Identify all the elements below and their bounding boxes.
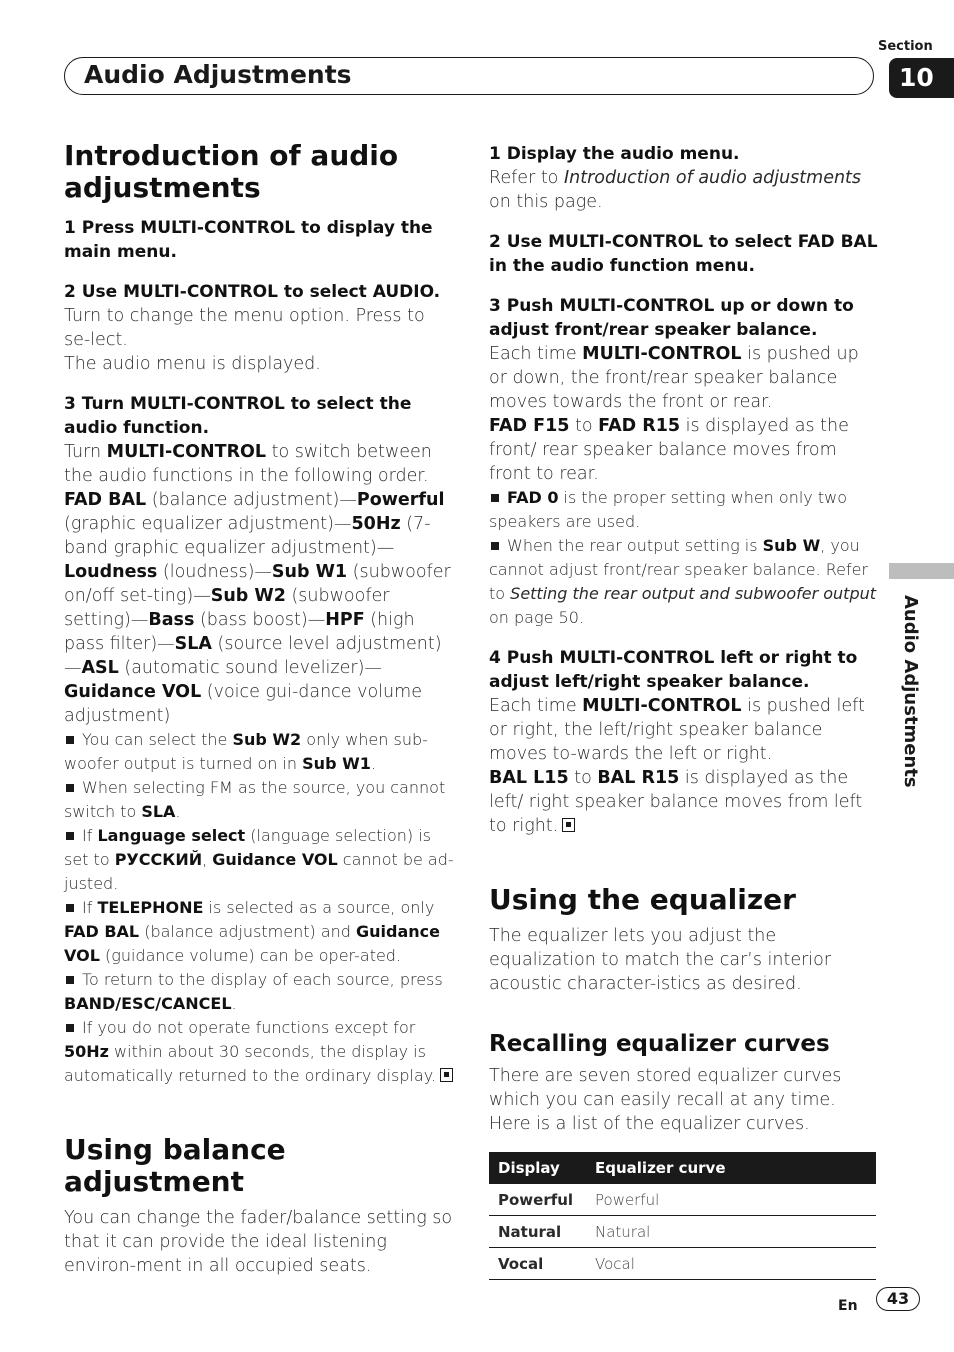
bullet-icon xyxy=(491,542,499,550)
balance-step-4-range: BAL L15 to BAL R15 is displayed as the left/ right speaker balance moves from left to right. xyxy=(489,768,863,836)
table-header-row xyxy=(489,1152,876,1184)
balance-step-3: 3 Push MULTI-CONTROL up or down to adjust front/rear speaker balance. xyxy=(489,296,854,340)
end-mark-icon xyxy=(440,1068,453,1082)
balance-step-4-text: Each time MULTI-CONTROL is pushed left or right, the left/right speaker balance moves to-wards the left or right. xyxy=(489,696,865,764)
balance-step-4: 4 Push MULTI-CONTROL left or right to adjust left/right speaker balance. xyxy=(489,648,858,692)
page-number: 43 xyxy=(876,1287,920,1311)
column-header-display: Display xyxy=(489,1152,586,1184)
table-row xyxy=(489,1184,876,1216)
intro-heading: Introduction of audio adjustments xyxy=(64,139,399,204)
balance-step-2: 2 Use MULTI-CONTROL to select FAD BAL in the audio function menu. xyxy=(489,232,878,276)
table-row xyxy=(489,1248,876,1280)
note-telephone: If TELEPHONE is selected as a source, only FAD BAL (balance adjustment) and Guidance VOL (guidance volume) can be oper-ated. xyxy=(64,898,441,965)
balance-step-1: 1 Display the audio menu. xyxy=(489,144,740,164)
table-row xyxy=(489,1216,876,1248)
display-cell: Vocal xyxy=(489,1248,586,1280)
column-header-curve: Equalizer curve xyxy=(586,1152,876,1184)
section-label: Section xyxy=(878,39,933,54)
equalizer-curve-table xyxy=(489,1152,876,1280)
recall-text: There are seven stored equalizer curves which you can easily recall at any time. Here is a list of the equalizer curves. xyxy=(489,1066,842,1134)
section-number: 10 xyxy=(889,58,954,98)
note-fm-sla: When selecting FM as the source, you cannot switch to SLA. xyxy=(64,778,446,821)
language-label: En xyxy=(838,1298,858,1314)
right-column xyxy=(489,140,879,1280)
side-tab-marker xyxy=(889,563,954,579)
equalizer-heading: Using the equalizer xyxy=(489,883,796,916)
note-language: If Language select (language selection) is set to РУССКИЙ, Guidance VOL cannot be ad-justed. xyxy=(64,826,454,893)
note-rear-output: When the rear output setting is Sub W, you cannot adjust front/rear speaker balance. Refer to Setting the rear output and subwoofer output on page 50. xyxy=(489,536,877,627)
audio-function-order: FAD BAL (balance adjustment)—Powerful (graphic equalizer adjustment)—50Hz (7-band graphic equalizer adjustment)—Loudness (loudness)—Sub W1 (subwoofer on/off set-ting)—Sub W2 (subwoofer setting)—Bass (bass boost)—HPF (high pass filter)—SLA (source level adjustment)—ASL (automatic sound levelizer)—Guidance VOL (voice gui-dance volume adjustment) xyxy=(64,490,451,726)
balance-intro-text: You can change the fader/balance setting so that it can provide the ideal listening environ-ment in all occupied seats. xyxy=(64,1208,453,1276)
curve-cell: Natural xyxy=(586,1216,876,1248)
recall-heading: Recalling equalizer curves xyxy=(489,1031,830,1057)
curve-cell: Powerful xyxy=(586,1184,876,1216)
balance-step-3-range: FAD F15 to FAD R15 is displayed as the front/ rear speaker balance moves from front to rear. xyxy=(489,416,849,484)
equalizer-intro-text: The equalizer lets you adjust the equalization to match the car’s interior acoustic character-istics as desired. xyxy=(489,926,832,994)
bullet-icon xyxy=(66,976,74,984)
left-column xyxy=(64,140,454,1278)
display-cell: Powerful xyxy=(489,1184,586,1216)
balance-step-1-text: Refer to Introduction of audio adjustments on this page. xyxy=(489,168,862,212)
note-return: To return to the display of each source, press BAND/ESC/CANCEL. xyxy=(64,970,443,1013)
intro-step-3: 3 Turn MULTI-CONTROL to select the audio function. xyxy=(64,394,412,438)
bullet-icon xyxy=(66,832,74,840)
note-sub-w2: You can select the Sub W2 only when sub-woofer output is turned on in Sub W1. xyxy=(64,730,428,773)
intro-step-2-result: The audio menu is displayed. xyxy=(64,354,321,374)
side-tab-label: Audio Adjustments xyxy=(900,595,921,788)
header-title: Audio Adjustments xyxy=(84,60,352,89)
intro-step-2-text: Turn to change the menu option. Press to se-lect. xyxy=(64,306,425,350)
intro-step-1: 1 Press MULTI-CONTROL to display the main menu. xyxy=(64,218,433,262)
end-mark-icon xyxy=(562,818,575,832)
display-cell: Natural xyxy=(489,1216,586,1248)
balance-heading: Using balance adjustment xyxy=(64,1133,286,1198)
bullet-icon xyxy=(66,784,74,792)
curve-cell: Vocal xyxy=(586,1248,876,1280)
balance-step-3-text: Each time MULTI-CONTROL is pushed up or down, the front/rear speaker balance moves towards the front or rear. xyxy=(489,344,859,412)
bullet-icon xyxy=(66,904,74,912)
note-timeout: If you do not operate functions except for 50Hz within about 30 seconds, the display is automatically returned to the ordinary display. xyxy=(64,1016,454,1088)
note-fad-0: FAD 0 is the proper setting when only two speakers are used. xyxy=(489,488,847,531)
bullet-icon xyxy=(491,494,499,502)
bullet-icon xyxy=(66,1024,74,1032)
intro-step-3-text: Turn MULTI-CONTROL to switch between the audio functions in the following order. xyxy=(64,442,432,486)
intro-step-2: 2 Use MULTI-CONTROL to select AUDIO. xyxy=(64,282,441,302)
bullet-icon xyxy=(66,736,74,744)
